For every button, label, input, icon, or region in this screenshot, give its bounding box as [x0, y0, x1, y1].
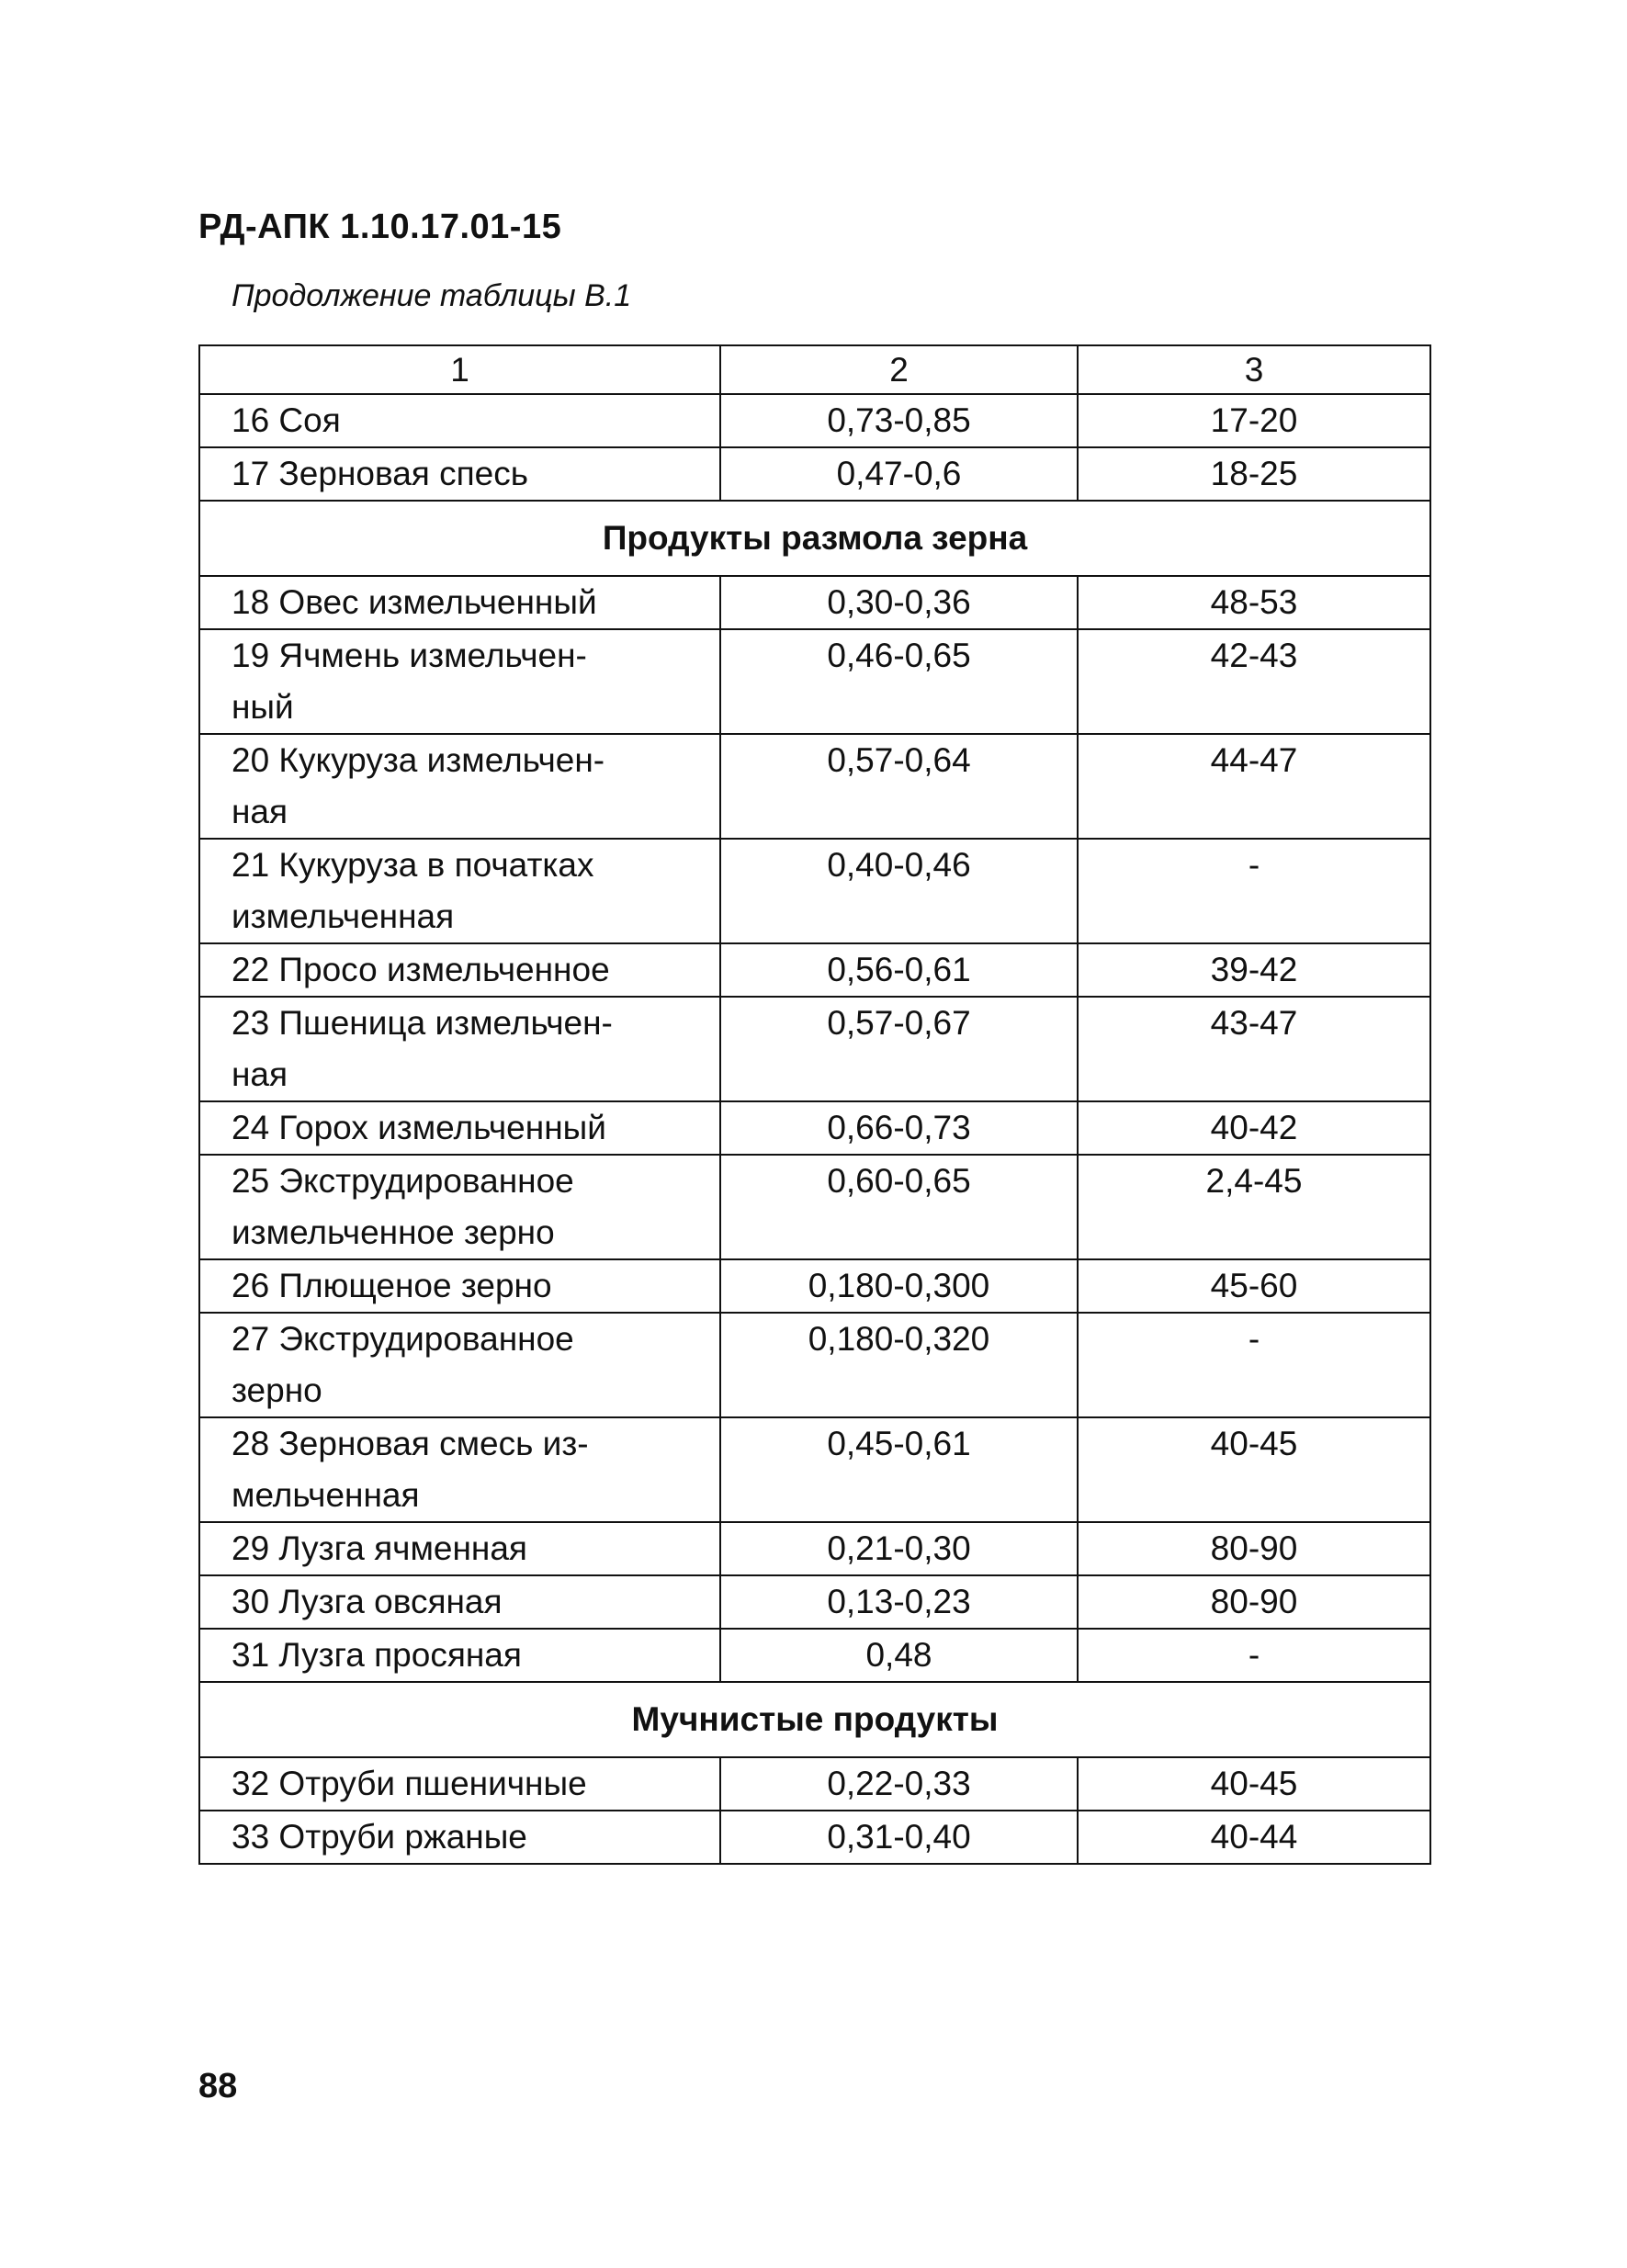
bulk-density-cell: 0,21-0,30 [720, 1522, 1078, 1575]
value-cell: 40-45 [1078, 1757, 1430, 1811]
product-name-line: ный [232, 688, 294, 726]
bulk-density-cell: 0,56-0,61 [720, 943, 1078, 997]
bulk-density-cell: 0,180-0,320 [720, 1313, 1078, 1417]
table-row [199, 1757, 1430, 1811]
bulk-density-cell: 0,180-0,300 [720, 1259, 1078, 1313]
value-cell: 40-42 [1078, 1101, 1430, 1155]
product-name-cell [199, 1101, 720, 1155]
section-heading: Продукты размола зерна [199, 501, 1430, 576]
product-name-line: 26 Плющеное зерно [232, 1267, 552, 1304]
value-cell: 18-25 [1078, 447, 1430, 501]
bulk-density-cell: 0,45-0,61 [720, 1417, 1078, 1522]
table-row [199, 576, 1430, 629]
header-cell-1: 1 [199, 345, 720, 394]
product-name-cell [199, 997, 720, 1101]
table-row [199, 1811, 1430, 1864]
product-name-cell [199, 447, 720, 501]
value-cell: 2,4-45 [1078, 1155, 1430, 1259]
product-name-line: измельченное зерно [232, 1213, 555, 1251]
product-name-line: 19 Ячмень измельчен- [232, 637, 587, 674]
bulk-density-cell: 0,13-0,23 [720, 1575, 1078, 1629]
section-heading: Мучнистые продукты [199, 1682, 1430, 1757]
product-name-line: 32 Отруби пшеничные [232, 1765, 587, 1802]
value-cell: - [1078, 1629, 1430, 1682]
value-cell: 44-47 [1078, 734, 1430, 839]
table-row [199, 997, 1430, 1101]
bulk-density-cell: 0,60-0,65 [720, 1155, 1078, 1259]
product-name-cell [199, 1757, 720, 1811]
product-name-line: 18 Овес измельченный [232, 583, 597, 621]
product-name-line: 16 Соя [232, 401, 341, 439]
value-cell: - [1078, 1313, 1430, 1417]
value-cell: 48-53 [1078, 576, 1430, 629]
product-name-cell [199, 734, 720, 839]
bulk-density-cell: 0,47-0,6 [720, 447, 1078, 501]
product-name-line: 21 Кукуруза в початках [232, 846, 594, 884]
table-row [199, 1522, 1430, 1575]
product-name-cell [199, 394, 720, 447]
product-name-line: ная [232, 1055, 288, 1093]
product-name-cell [199, 1522, 720, 1575]
product-name-line: мельченная [232, 1476, 420, 1514]
product-name-cell [199, 1811, 720, 1864]
value-cell: 39-42 [1078, 943, 1430, 997]
product-name-cell [199, 1629, 720, 1682]
product-name-line: 25 Экструдированное [232, 1162, 574, 1200]
table-row [199, 943, 1430, 997]
bulk-density-cell: 0,40-0,46 [720, 839, 1078, 943]
product-name-cell [199, 1259, 720, 1313]
table-row [199, 1575, 1430, 1629]
table-row [199, 839, 1430, 943]
table-row [199, 1101, 1430, 1155]
product-name-line: 33 Отруби ржаные [232, 1818, 527, 1856]
value-cell: 43-47 [1078, 997, 1430, 1101]
bulk-density-cell: 0,73-0,85 [720, 394, 1078, 447]
value-cell: 40-45 [1078, 1417, 1430, 1522]
header-cell-2: 2 [720, 345, 1078, 394]
product-name-cell [199, 839, 720, 943]
value-cell: 40-44 [1078, 1811, 1430, 1864]
product-name-cell [199, 943, 720, 997]
table-row [199, 629, 1430, 734]
product-name-line: 29 Лузга ячменная [232, 1529, 527, 1567]
product-name-cell [199, 629, 720, 734]
product-name-cell [199, 1155, 720, 1259]
product-name-line: 24 Горох измельченный [232, 1109, 606, 1146]
bulk-density-cell: 0,30-0,36 [720, 576, 1078, 629]
product-name-line: 31 Лузга просяная [232, 1636, 522, 1674]
table-row [199, 1629, 1430, 1682]
product-name-line: 28 Зерновая смесь из- [232, 1425, 589, 1462]
product-name-cell [199, 576, 720, 629]
bulk-density-cell: 0,22-0,33 [720, 1757, 1078, 1811]
table-row [199, 1313, 1430, 1417]
value-cell: - [1078, 839, 1430, 943]
product-name-cell [199, 1313, 720, 1417]
product-name-line: зерно [232, 1371, 322, 1409]
product-name-line: 17 Зерновая спесь [232, 455, 528, 492]
table-row [199, 1155, 1430, 1259]
table-row [199, 1259, 1430, 1313]
table-row [199, 1417, 1430, 1522]
value-cell: 80-90 [1078, 1522, 1430, 1575]
density-table [198, 344, 1431, 1865]
table-body [199, 345, 1430, 1864]
product-name-line: ная [232, 793, 288, 830]
value-cell: 80-90 [1078, 1575, 1430, 1629]
table-header-row [199, 345, 1430, 394]
table-row [199, 394, 1430, 447]
header-cell-3: 3 [1078, 345, 1430, 394]
page-number: 88 [198, 2067, 238, 2105]
product-name-cell [199, 1417, 720, 1522]
bulk-density-cell: 0,57-0,64 [720, 734, 1078, 839]
document-code: РД-АПК 1.10.17.01-15 [198, 208, 562, 246]
bulk-density-cell: 0,66-0,73 [720, 1101, 1078, 1155]
product-name-line: 30 Лузга овсяная [232, 1583, 503, 1620]
table-row [199, 447, 1430, 501]
product-name-cell [199, 1575, 720, 1629]
table-row [199, 734, 1430, 839]
bulk-density-cell: 0,31-0,40 [720, 1811, 1078, 1864]
section-row [199, 1682, 1430, 1757]
product-name-line: 23 Пшеница измельчен- [232, 1004, 613, 1042]
product-name-line: 27 Экструдированное [232, 1320, 574, 1358]
bulk-density-cell: 0,57-0,67 [720, 997, 1078, 1101]
bulk-density-cell: 0,48 [720, 1629, 1078, 1682]
bulk-density-cell: 0,46-0,65 [720, 629, 1078, 734]
value-cell: 42-43 [1078, 629, 1430, 734]
product-name-line: измельченная [232, 897, 455, 935]
product-name-line: 20 Кукуруза измельчен- [232, 741, 605, 779]
table-caption: Продолжение таблицы В.1 [232, 278, 632, 313]
value-cell: 45-60 [1078, 1259, 1430, 1313]
section-row [199, 501, 1430, 576]
value-cell: 17-20 [1078, 394, 1430, 447]
product-name-line: 22 Просо измельченное [232, 951, 610, 988]
